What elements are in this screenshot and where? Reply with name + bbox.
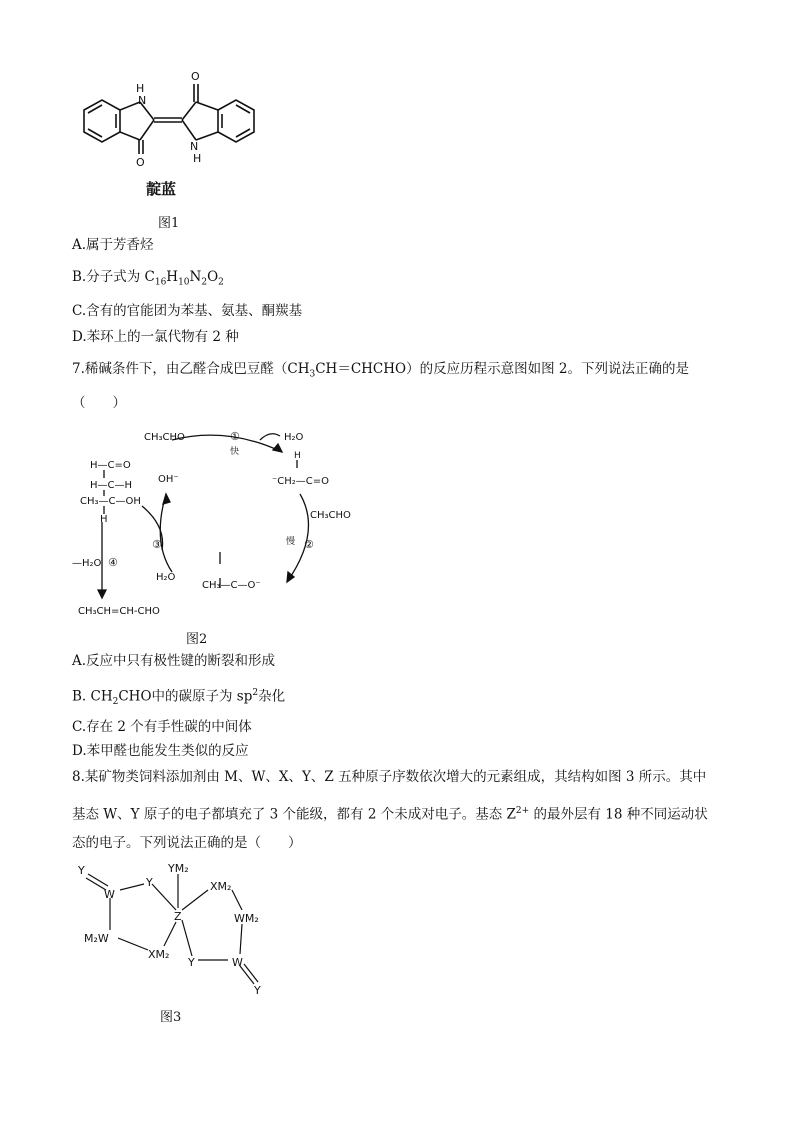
q8-stem-line-2	[72, 802, 708, 824]
q6-option-b-o: O	[207, 269, 219, 285]
q7-option-b-sup: 2	[252, 688, 259, 698]
figure-3	[72, 860, 292, 1000]
q8-stem-line-1: 8.某矿物类饲料添加剂由 M、W、X、Y、Z 五种原子序数依次增大的元素组成，其结构如图 3 所示。其中	[72, 769, 707, 785]
label-h-mark: H	[294, 451, 301, 461]
label-step-1: ①	[230, 430, 240, 443]
label-minus-water: —H₂O	[72, 558, 102, 569]
fig3-ym2: YM₂	[168, 862, 189, 875]
label-enolate: ⁻CH₂—C=O	[272, 476, 330, 487]
fig3-w-bottom: W	[232, 956, 243, 969]
q6-option-b	[72, 268, 224, 292]
fig3-xm2-bottom: XM₂	[148, 948, 170, 961]
label-step-3: ③	[152, 538, 162, 551]
label-hydroxide: OH⁻	[158, 474, 179, 485]
figure-2	[72, 422, 362, 622]
label-step-1-note: 快	[230, 447, 240, 457]
q7-stem-part2: CH＝CHCHO）的反应历程示意图如图 2。下列说法正确的是	[315, 361, 689, 377]
complex-structure-drawing	[72, 860, 292, 1000]
q6-option-b-o-count: 2	[218, 277, 224, 288]
fig3-wm2-right: WM₂	[234, 912, 259, 925]
label-step-2: ②	[304, 538, 314, 551]
q7-option-b-sub: 2	[112, 697, 119, 708]
q6-option-b-n: N	[189, 269, 202, 285]
atom-n-bottom: N	[190, 140, 199, 153]
reaction-cycle-drawing	[72, 422, 362, 622]
figure-2-caption: 图2	[186, 632, 208, 647]
label-step-2-note: 慢	[286, 537, 296, 547]
q6-option-a: A.属于芳香烃	[72, 237, 154, 253]
figure-1-caption: 图1	[158, 216, 180, 231]
q7-option-d: D.苯甲醛也能发生类似的反应	[72, 743, 249, 759]
label-step-4: ④	[108, 556, 118, 569]
label-aldol-ch2: H—C—H	[90, 480, 133, 491]
q7-option-b-mid: CHO中的碳原子为 sp	[118, 688, 253, 705]
q7-stem-part1: 7.稀碱条件下，由乙醛合成巴豆醛（CH	[72, 361, 310, 377]
molecule-name: 靛蓝	[146, 180, 177, 198]
q6-option-b-h-count: 10	[178, 277, 190, 288]
label-acetaldehyde-in: CH₃CHO	[144, 432, 185, 443]
atom-o-bottom: O	[136, 156, 145, 169]
label-intermediate: CH₃—C—O⁻	[202, 580, 261, 591]
q6-option-b-n-count: 2	[201, 277, 208, 288]
label-product: CH₃CH=CH-CHO	[78, 606, 160, 617]
q8-line2-sup: 2+	[515, 806, 530, 816]
label-h2o-out: H₂O	[284, 432, 304, 443]
q8-line2-part2: 的最外层有 18 种不同运动状	[529, 806, 708, 823]
q7-answer-paren: （ ）	[72, 395, 126, 411]
atom-o-top: O	[191, 70, 200, 83]
atom-h-bottom: H	[193, 152, 202, 165]
label-acetaldehyde-2: CH₃CHO	[310, 510, 351, 521]
q6-option-c: C.含有的官能团为苯基、氨基、酮羰基	[72, 303, 303, 319]
figure-3-caption: 图3	[160, 1010, 182, 1025]
q7-option-c: C.存在 2 个有手性碳的中间体	[72, 719, 252, 735]
q6-option-d: D.苯环上的一氯代物有 2 种	[72, 329, 239, 345]
q8-stem-line-3: 态的电子。下列说法正确的是（ ）	[72, 835, 302, 851]
fig3-xm2-right: XM₂	[210, 880, 232, 893]
fig3-y-top: Y	[146, 876, 153, 889]
fig3-y-bottom: Y	[188, 956, 195, 969]
q7-stem	[72, 360, 689, 384]
label-aldol-top: H—C=O	[90, 460, 131, 471]
q7-option-a: A.反应中只有极性键的断裂和形成	[72, 653, 276, 669]
figure-1	[72, 62, 272, 202]
q6-option-b-text: B.分子式为 C	[72, 269, 155, 285]
label-aldol-mid: CH₃—C—OH	[80, 496, 141, 507]
q8-line2-part1: 基态 W、Y 原子的电子都填充了 3 个能级，都有 2 个未成对电子。基态 Z	[72, 806, 516, 823]
fig3-y-bottomright: Y	[254, 984, 261, 997]
fig3-z-center: Z	[174, 910, 182, 923]
atom-n-top: N	[138, 94, 147, 107]
atom-h-top: H	[136, 82, 145, 95]
fig3-m2w: M₂W	[84, 932, 109, 945]
indigo-structure-drawing	[72, 62, 272, 202]
q6-option-b-c-count: 16	[154, 277, 167, 288]
fig3-y-topleft: Y	[78, 864, 85, 877]
q7-option-b-suffix: 杂化	[258, 688, 286, 705]
label-aldol-h: H	[100, 514, 108, 525]
q7-option-b-prefix: B. CH	[72, 688, 113, 705]
q6-option-b-h: H	[166, 269, 179, 285]
q7-option-b	[72, 684, 285, 711]
label-h2o-in: H₂O	[156, 572, 176, 583]
fig3-w-left: W	[104, 888, 115, 901]
q7-stem-sub: 3	[309, 369, 316, 380]
